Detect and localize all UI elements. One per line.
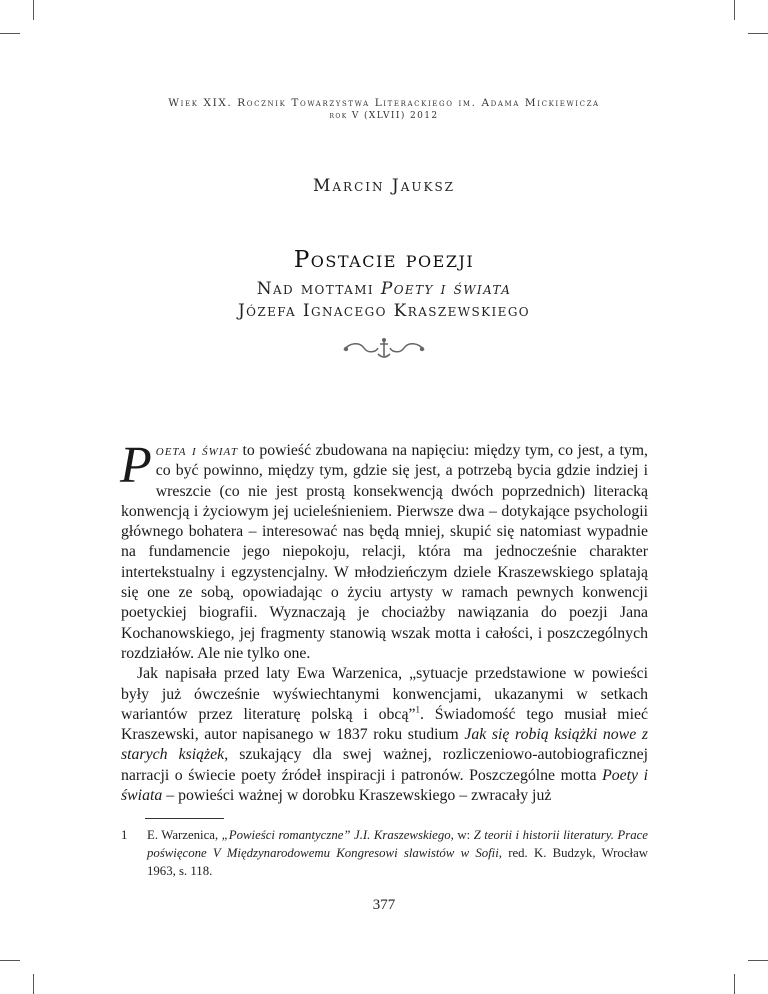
paragraph-text: Jak napisała przed laty Ewa Warzenica, „sytuacje przedstawione w powieści były już ówcześnie wyświechtanymi konwencjami, ukazanymi w setkach wariantów przez literaturę polską i obcą”	[121, 665, 648, 723]
subtitle-work-title: Poety i świata	[380, 279, 512, 299]
work-title: Jak się robią książki nowe z starych książek	[121, 726, 648, 764]
author-name: Marcin Jauksz	[312, 176, 456, 196]
crop-mark	[734, 0, 735, 20]
footnote-text	[147, 826, 648, 880]
paragraph	[120, 437, 649, 664]
lead-in-title: oeta i świat	[155, 442, 238, 459]
footnote	[121, 826, 648, 880]
paragraph-text: to powieść zbudowana na napięciu: między tym, co jest, a tym, co być powinno, między tym, gdzie się jest, a potrzebą bycia gdzie indziej i wreszcie (co nie jest prostą konsekwencją dwóch poprzednich) literacką konwencją i życiowym jej ucieleśnieniem. Pierwsze dwa – dotykające psychologii głównego bohatera – interesować nas będą mniej, skupić się natomiast wypadnie na fundamencie jego niepokoju, relacji, która ma jednocześnie charakter intertekstualny i egzystencjalny. W młodzieńczym dziele Kraszewskiego splatają się one ze sobą, opowiadając o życiu artysty w ramach pewnych konwencji poetyckiej biografii. Wyznaczają je chociażby nawiązania do poezji Jana Kochanowskiego, jej fragmenty stanowią wszak motta i całości, i poszczególnych rozdziałów. Ale nie tylko one.	[121, 442, 649, 662]
article-subtitle-line2: Józefa Ignacego Kraszewskiego	[237, 301, 531, 321]
crop-mark	[33, 974, 34, 994]
crop-mark	[748, 960, 768, 961]
footnote-title: „Powieści romantyczne” J.I. Kraszewskiego	[221, 828, 451, 842]
crop-mark	[0, 960, 20, 961]
running-subhead: rok V (XLVII) 2012	[329, 111, 439, 121]
subtitle-prefix: Nad mottami	[256, 279, 381, 299]
footnote-segment: E. Warzenica,	[147, 828, 222, 842]
paragraph-text: , szukający dla swej ważnej, rozliczeniowo-autobiograficznej narracji o świecie poety źródeł inspiracji i patronów. Poszczególne motta	[121, 746, 648, 784]
crop-mark	[33, 0, 34, 20]
running-head: Wiek XIX. Rocznik Towarzystwa Literackiego im. Adama Mickiewicza	[168, 97, 600, 109]
article-body	[120, 437, 649, 806]
footnote-reference[interactable]: 1	[415, 704, 420, 715]
crop-mark	[0, 33, 20, 34]
page-number: 377	[372, 897, 396, 913]
ornament-fleuron-icon	[340, 336, 428, 360]
work-title: Poety i świata	[121, 766, 648, 805]
drop-cap: P	[120, 437, 152, 494]
footnote-segment: , w:	[450, 828, 474, 842]
article-title: Postacie poezji	[293, 247, 475, 273]
footnote-segment: , red. K. Budzyk, Wrocław 1963, s. 118.	[147, 846, 648, 878]
footnote-divider	[145, 818, 224, 819]
crop-mark	[734, 974, 735, 994]
paragraph	[121, 664, 648, 806]
paragraph-text: – powieści ważnej w dorobku Kraszewskiego – zwracały już	[162, 787, 552, 805]
footnote-number: 1	[121, 828, 128, 842]
crop-mark	[748, 33, 768, 34]
paragraph-text: . Świadomość tego musiał mieć Kraszewski, autor napisanego w 1837 roku studium	[121, 705, 648, 744]
footnote-title: Z teorii i historii literatury. Prace poświęcone V Międzynarodowemu Kongresowi slawistów w Sofii	[147, 828, 648, 860]
article-subtitle	[0, 279, 768, 299]
